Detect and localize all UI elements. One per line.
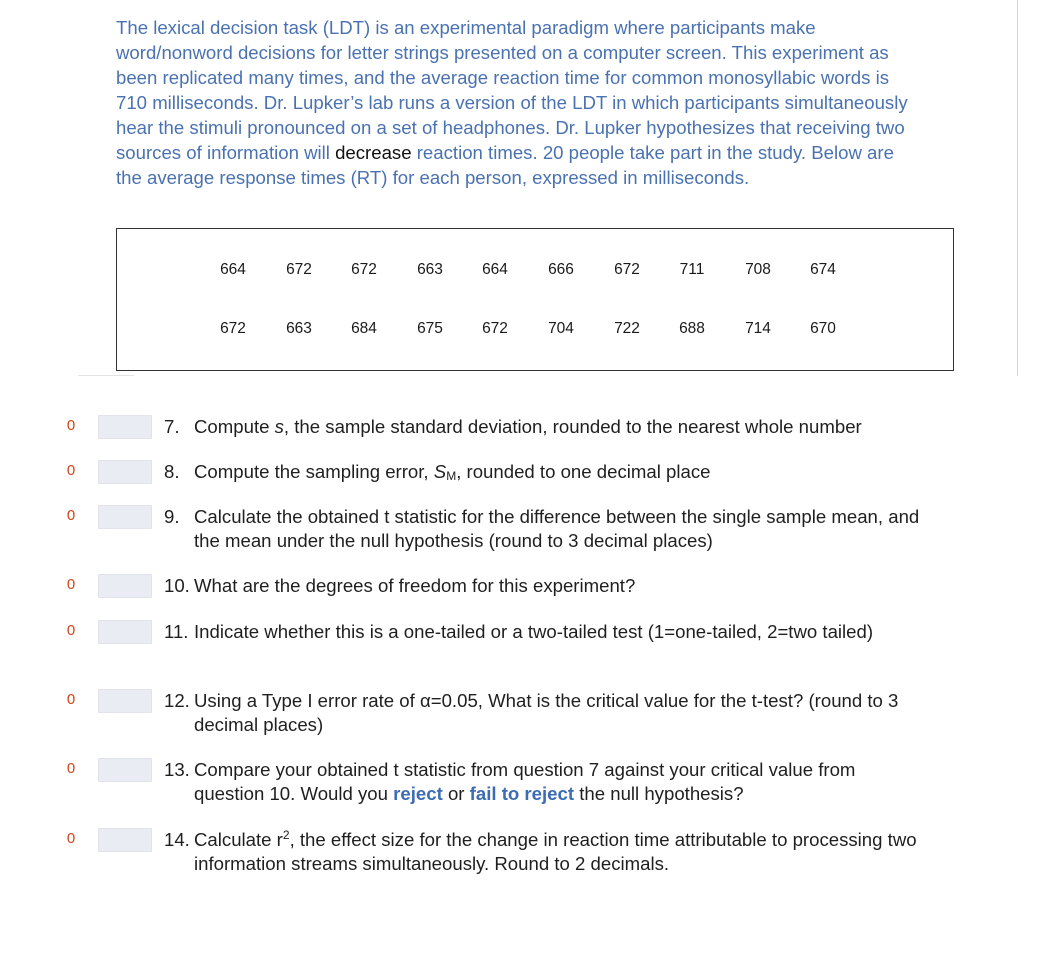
question-text: Compare your obtained t statistic from question 7 against your critical value from question 10. Would you reject or fail to reject the null hypothesis? — [194, 759, 856, 804]
intro-emphasis-word: decrease — [335, 142, 412, 163]
problem-description — [116, 15, 916, 190]
answer-input-q9[interactable] — [98, 505, 152, 529]
question-number: 14. — [164, 829, 190, 850]
rt-value: 666 — [548, 261, 574, 278]
answer-input-q7[interactable] — [98, 415, 152, 439]
score-value: 0 — [66, 622, 76, 639]
question-text: What are the degrees of freedom for this experiment? — [194, 575, 636, 596]
divider — [78, 375, 134, 376]
answer-input-q14[interactable] — [98, 828, 152, 852]
rt-value: 684 — [351, 320, 377, 337]
question-text: Compute the sampling error, $S_M$, rounded to one decimal place — [194, 461, 711, 483]
question-number: 10. — [164, 575, 190, 596]
question-number: 9. — [164, 506, 180, 527]
answer-input-q10[interactable] — [98, 574, 152, 598]
answer-input-q8[interactable] — [98, 460, 152, 484]
option-fail-to-reject: fail to reject — [469, 783, 575, 804]
rt-value: 672 — [351, 261, 377, 278]
question-number: 7. — [164, 416, 180, 437]
question-number: 13. — [164, 759, 190, 780]
score-value: 0 — [66, 417, 76, 434]
rt-value: 722 — [614, 320, 640, 337]
rt-data-row-2 — [117, 320, 953, 340]
rt-value: 663 — [286, 320, 312, 337]
score-value: 0 — [66, 760, 76, 777]
rt-value: 663 — [417, 261, 443, 278]
rt-data-table — [116, 228, 954, 371]
rt-value: 708 — [745, 261, 771, 278]
option-reject: reject — [393, 783, 443, 804]
score-value: 0 — [66, 830, 76, 847]
question-text: Calculate the obtained t statistic for the difference between the single sample mean, and the mean under the null hypothesis (round to 3 decimal places) — [194, 506, 920, 551]
rt-value: 675 — [417, 320, 443, 337]
answer-input-q13[interactable] — [98, 758, 152, 782]
rt-value: 672 — [482, 320, 508, 337]
rt-value: 674 — [810, 261, 836, 278]
score-value: 0 — [66, 462, 76, 479]
rt-value: 670 — [810, 320, 836, 337]
question-number: 11. — [164, 621, 189, 642]
question-text: Using a Type I error rate of α=0.05, What is the critical value for the t-test? (round to 3 decimal places) — [194, 690, 899, 735]
intro-text: The lexical decision task (LDT) is an experimental paradigm where participants make word/nonword decisions for letter strings presented on a computer screen. This experiment as been replicated many times, and the average reaction time for common monosyllabic words is 710 milliseconds. Dr. Lupker’s lab runs a version of the LDT in which participants simultaneously hear the stimuli pronounced on a set of headphones. Dr. Lupker hypothesizes that receiving two sources of information will — [116, 17, 908, 163]
rt-value: 664 — [220, 261, 246, 278]
question-text: Compute s, the sample standard deviation, rounded to the nearest whole number — [194, 416, 862, 437]
answer-input-q11[interactable] — [98, 620, 152, 644]
rt-value: 714 — [745, 320, 771, 337]
rt-value: 672 — [614, 261, 640, 278]
score-value: 0 — [66, 691, 76, 708]
rt-data-row-1 — [117, 261, 953, 281]
rt-value: 672 — [286, 261, 312, 278]
page-edge-rule — [1017, 0, 1018, 376]
rt-value: 704 — [548, 320, 574, 337]
rt-value: 711 — [679, 261, 705, 278]
question-text: Indicate whether this is a one-tailed or a two-tailed test (1=one-tailed, 2=two tailed) — [194, 621, 874, 642]
answer-input-q12[interactable] — [98, 689, 152, 713]
rt-value: 688 — [679, 320, 705, 337]
score-value: 0 — [66, 576, 76, 593]
question-text: Calculate $r^2$, the effect size for the change in reaction time attributable to processing two information streams simultaneously. Round to 2 decimals. — [194, 828, 917, 874]
score-value: 0 — [66, 507, 76, 524]
rt-value: 672 — [220, 320, 246, 337]
question-number: 12. — [164, 690, 190, 711]
rt-value: 664 — [482, 261, 508, 278]
question-number: 8. — [164, 461, 180, 482]
intro-text-end: reaction times. 20 people take part in the study. Below are the average response times (RT) for each person, expressed in milliseconds. — [116, 142, 894, 188]
